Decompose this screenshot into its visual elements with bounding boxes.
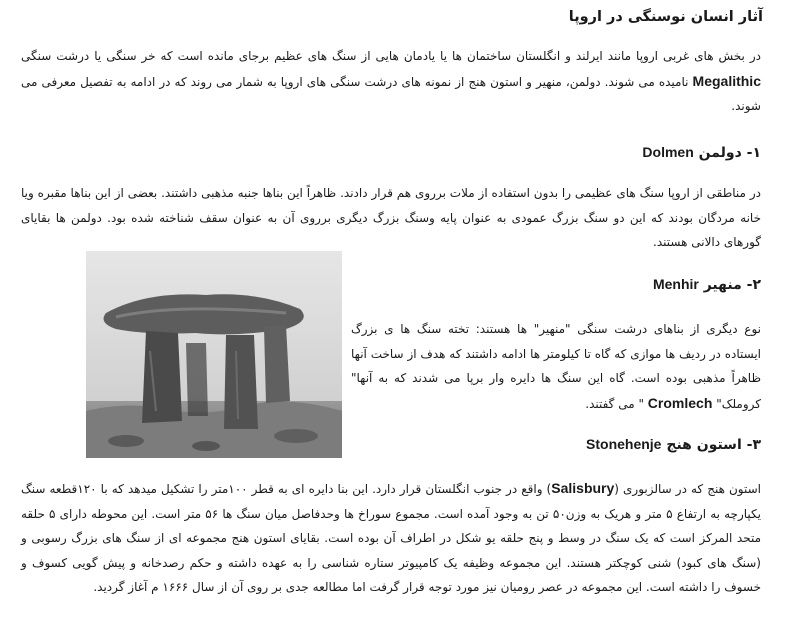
section-name-en: Menhir xyxy=(652,276,699,292)
menhir-text-2: " می گفتند. xyxy=(585,396,644,411)
dolmen-photo xyxy=(86,251,342,458)
section-name-fa: استون هنج xyxy=(666,437,742,453)
section-name-en: Stonehenje xyxy=(586,436,662,452)
intro-text-1: در بخش های غربی اروپا مانند ایرلند و انگلستان ساختمان ها یا یادمان هایی از سنگ های عظیم برجای مانده است که خر سنگی یا درشت سنگی xyxy=(21,49,761,63)
menhir-paragraph xyxy=(351,317,761,416)
section-number: ۲- xyxy=(746,277,761,293)
megalithic-term: Megalithic xyxy=(692,72,761,89)
stonehenge-paragraph xyxy=(21,476,761,600)
stonehenge-text-2: ) واقع در جنوب انگلستان قرار دارد. این بنا دایره ای به قطر ۱۰۰متر را تشکیل میدهد که با ۱۲۰قطعه سنگ یکپارچه به ارتفاع ۵ متر و هریک به وزن۵۰ تن به وجود آمده است. مجموع سوراخ ها وحدفاصل میان سنگ ها ۵۶ متر است. این محوطه دارای ۵ حلقه متحد المرکز است که یک سنگ در وسط و پنج حلقه یو شکل در اطراف آن بوده است. بقایای استون هنج مجموعه ای از سنگ های بزرگ رسوبی و (سنگ های کبود) شنی کوچکتر هستند. این مجموعه وظیفه یک کامپیوتر ستاره شناسی را به عهده داشته و حکم رصدخانه و پیش گویی کسوف و خسوف را داشته است. این مجموعه در عصر رومیان نیز مورد توجه قرار گرفت اما مطالعه جدی بر روی آن از سال ۱۶۶۶ م آغاز گردید. xyxy=(21,482,761,594)
section-number: ۳- xyxy=(746,437,761,453)
intro-paragraph xyxy=(21,44,761,119)
page-title: آثار انسان نوسنگی در اروپا xyxy=(568,9,763,25)
intro-text-2: نامیده می شوند. دولمن، منهیر و استون هنج از نمونه های درشت سنگی های اروپا به شمار می روند که در ادامه به تفصیل معرفی می شوند. xyxy=(21,74,761,113)
salisbury-term: Salisbury xyxy=(551,480,615,496)
cromlech-term: Cromlech xyxy=(647,394,713,411)
stonehenge-text-1: استون هنج که در سالزبوری ( xyxy=(614,482,761,496)
section-heading-menhir xyxy=(361,273,761,296)
section-name-fa: منهیر xyxy=(703,277,742,293)
section-heading-stonehenge xyxy=(361,433,761,456)
section-name-fa: دولمن xyxy=(698,145,742,161)
menhir-text-1: نوع دیگری از بناهای درشت سنگی "منهیر" ها هستند: تخته سنگ ها ی بزرگ ایستاده در ردیف ها موازی که گاه تا کیلومتر ها ادامه داشتند که هدف از ساخت آنها ظاهراً مذهبی بوده است. گاه این سنگ ها دایره وار برپا می شدند که به آنها" کروملک" xyxy=(351,322,761,411)
section-heading-dolmen xyxy=(21,141,761,164)
dolmen-paragraph: در مناطقی از اروپا سنگ های عظیمی را بدون استفاده از ملات برروی هم قرار دادند. ظاهراً این بناها جنبه مذهبی داشتند. بعضی از این بناها مقبره ویا خانه مردگان بودند که این دو سنگ بزرگ عمودی به عنوان پایه وسنگ بزرگ دیگری برروی آن به عنوان سقف شناخته شده بود. دولمن ها بقایای گورهای دالانی هستند. xyxy=(21,186,761,249)
section-number: ۱- xyxy=(746,145,761,161)
section-name-en: Dolmen xyxy=(642,144,694,160)
